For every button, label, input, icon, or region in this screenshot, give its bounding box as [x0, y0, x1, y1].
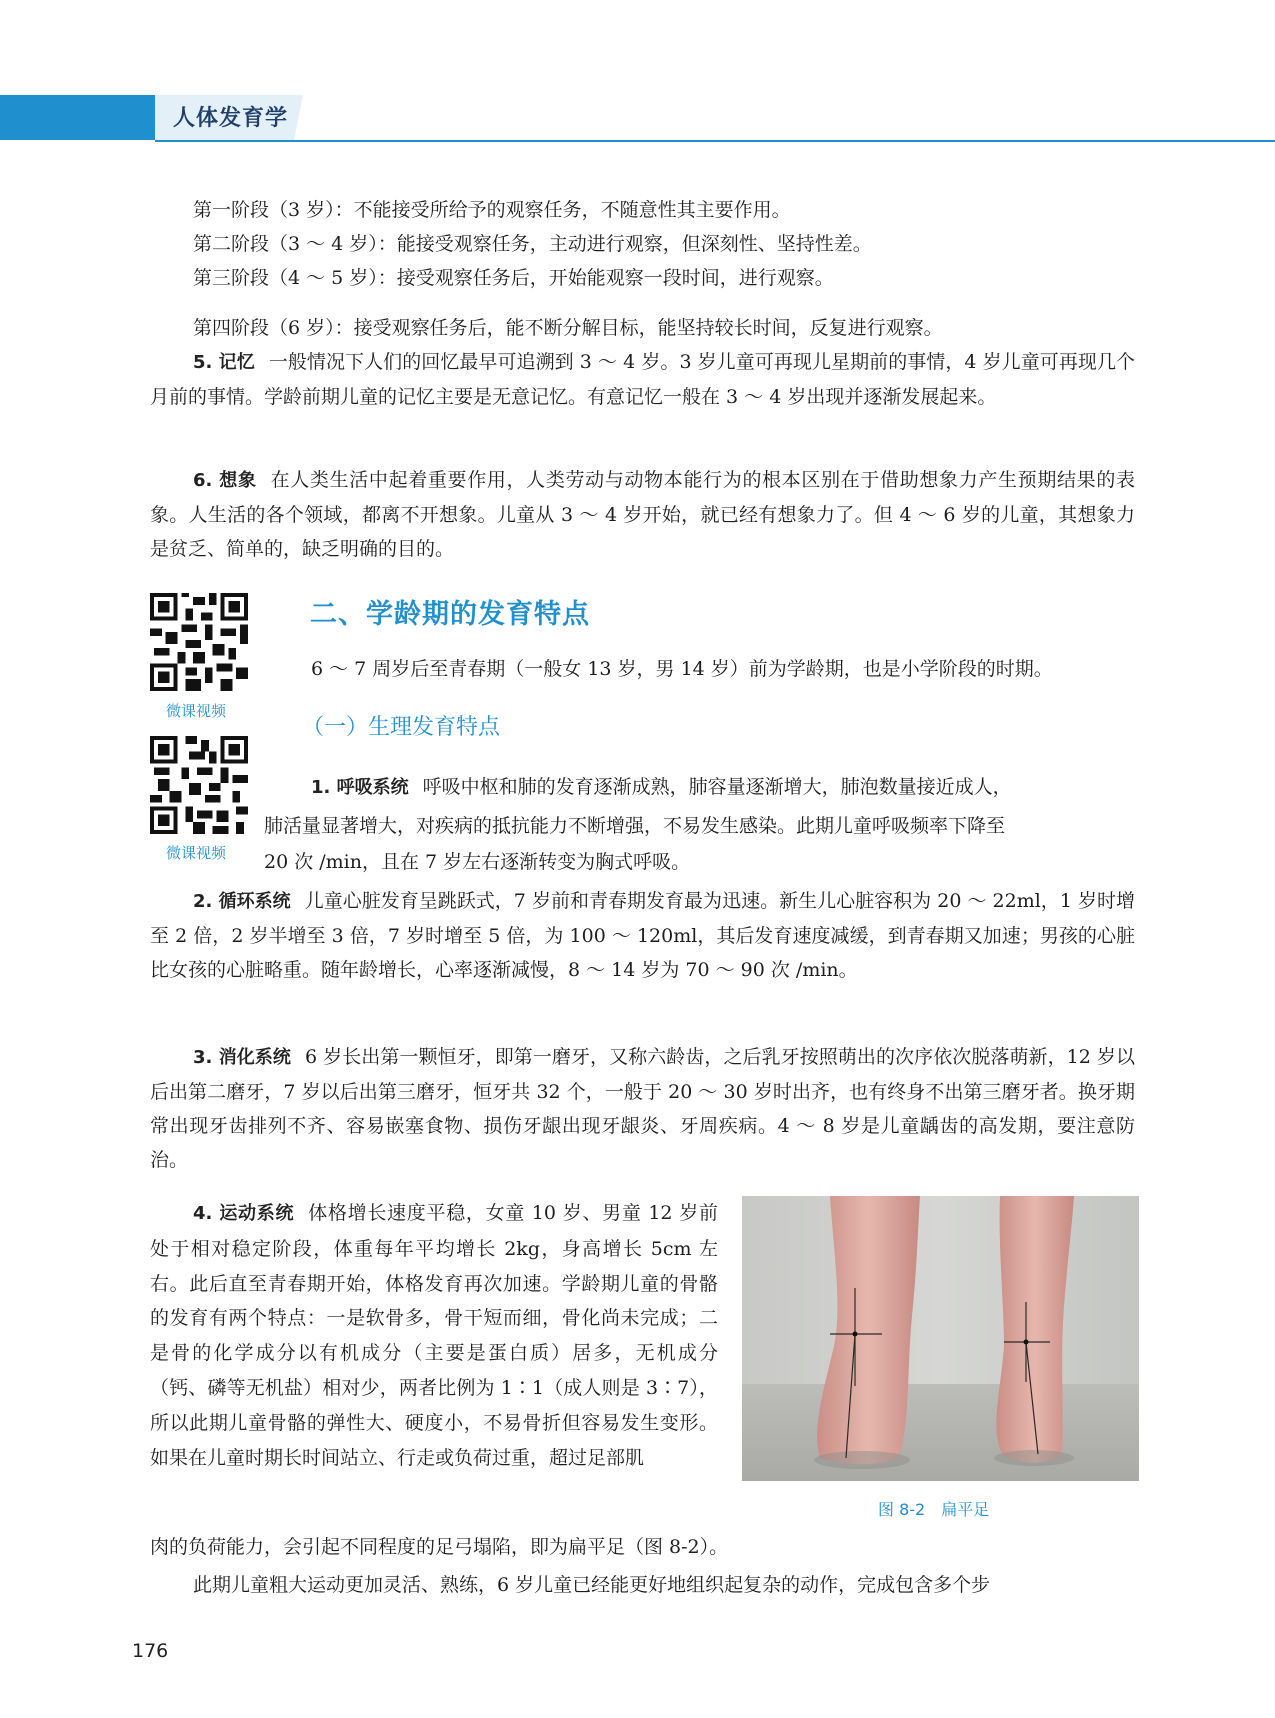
motor-heading: 4. 运动系统	[193, 1203, 295, 1224]
digestive-paragraph	[150, 1040, 1135, 1177]
imagination-paragraph	[150, 463, 1135, 566]
stage-2: 第二阶段（3 ～ 4 岁）：能接受观察任务，主动进行观察，但深刻性、坚持性差。	[193, 233, 872, 255]
circulatory-text: 儿童心脏发育呈跳跃式，7 岁前和青春期发育最为迅速。新生儿心脏容积为 20 ～ 22ml，1 岁时增至 2 倍，2 岁半增至 3 倍，7 岁时增至 5 倍，为 100 ～ 120ml，其后发育速度减缓，到青春期又加速；男孩的心脏比女孩的心脏略重。随年龄增长，心率逐渐减慢，8 ～ 14 岁为 70 ～ 90 次 /min。	[150, 890, 1135, 981]
book-title: 人体发育学	[173, 106, 289, 131]
motor-last-line: 肉的负荷能力，会引起不同程度的足弓塌陷，即为扁平足（图 8-2）。	[150, 1536, 729, 1558]
memory-heading: 5. 记忆	[193, 352, 255, 373]
digestive-text: 6 岁长出第一颗恒牙，即第一磨牙，又称六龄齿，之后乳牙按照萌出的次序依次脱落萌新，12 岁以后出第二磨牙，7 岁以后出第三磨牙，恒牙共 32 个，一般于 20 ～ 30 岁时出齐，也有终身不出第三磨牙者。换牙期常出现牙齿排列不齐、容易嵌塞食物、损伤牙龈出现牙龈炎、牙周疾病。4 ～ 8 岁是儿童龋齿的高发期，要注意防治。	[150, 1046, 1135, 1171]
circulatory-heading: 2. 循环系统	[193, 891, 291, 912]
stage-3: 第三阶段（4 ～ 5 岁）：接受观察任务后，开始能观察一段时间，进行观察。	[193, 267, 834, 289]
figure-caption: 图 8-2 扁平足	[878, 1500, 990, 1519]
respiratory-line-1	[311, 770, 1136, 805]
respiratory-line-3: 20 次 /min，且在 7 岁左右逐渐转变为胸式呼吸。	[264, 851, 691, 873]
respiratory-line-2: 肺活量显著增大，对疾病的抵抗能力不断增强，不易发生感染。此期儿童呼吸频率下降至	[264, 815, 1006, 837]
circulatory-paragraph	[150, 884, 1135, 987]
respiratory-heading: 1. 呼吸系统	[311, 777, 409, 798]
section-intro: 6 ～ 7 周岁后至青春期（一般女 13 岁，男 14 岁）前为学龄期，也是小学阶段的时期。	[311, 658, 1053, 680]
respiratory-text: 呼吸中枢和肺的发育逐渐成熟，肺容量逐渐增大，肺泡数量接近成人，	[422, 776, 1012, 798]
memory-paragraph	[150, 345, 1135, 414]
qr-code-icon[interactable]	[150, 593, 248, 691]
imagination-text: 在人类生活中起着重要作用，人类劳动与动物本能行为的根本区别在于借助想象力产生预期结果的表象。人生活的各个领域，都离不开想象。儿童从 3 ～ 4 岁开始，就已经有想象力了。但 4 ～ 6 岁的儿童，其想象力是贫乏、简单的，缺乏明确的目的。	[150, 469, 1135, 560]
section-title: 二、学龄期的发育特点	[310, 599, 590, 630]
motor-paragraph	[150, 1196, 718, 1475]
gross-motor-paragraph: 此期儿童粗大运动更加灵活、熟练，6 岁儿童已经能更好地组织起复杂的动作，完成包含多个步	[193, 1574, 991, 1596]
qr-label: 微课视频	[166, 702, 227, 720]
stage-1: 第一阶段（3 岁）：不能接受所给予的观察任务，不随意性其主要作用。	[193, 199, 791, 221]
page-number: 176	[132, 1640, 169, 1662]
subsection-title: （一）生理发育特点	[302, 715, 501, 740]
digestive-heading: 3. 消化系统	[193, 1047, 291, 1068]
qr-code-icon[interactable]	[150, 736, 248, 834]
stage-4: 第四阶段（6 岁）：接受观察任务后，能不断分解目标，能坚持较长时间，反复进行观察。	[193, 317, 943, 339]
qr-label: 微课视频	[166, 844, 227, 862]
flat-feet-photo	[742, 1196, 1139, 1481]
imagination-heading: 6. 想象	[193, 470, 257, 491]
motor-text: 体格增长速度平稳，女童 10 岁、男童 12 岁前处于相对稳定阶段，体重每年平均增长 2kg，身高增长 5cm 左右。此后直至青春期开始，体格发育再次加速。学龄期儿童的骨骼的发育有两个特点：一是软骨多，骨干短而细，骨化尚未完成；二是骨的化学成分以有机成分（主要是蛋白质）居多，无机成分（钙、磷等无机盐）相对少，两者比例为 1∶1（成人则是 3∶7），所以此期儿童骨骼的弹性大、硬度小，不易骨折但容易发生变形。如果在儿童时期长时间站立、行走或负荷过重，超过足部肌	[150, 1202, 718, 1469]
header-band	[0, 95, 155, 140]
memory-text: 一般情况下人们的回忆最早可追溯到 3 ～ 4 岁。3 岁儿童可再现儿星期前的事情，4 岁儿童可再现几个月前的事情。学龄前期儿童的记忆主要是无意记忆。有意记忆一般在 3 ～ 4 岁出现并逐渐发展起来。	[150, 351, 1136, 408]
header-rule	[155, 140, 1275, 142]
